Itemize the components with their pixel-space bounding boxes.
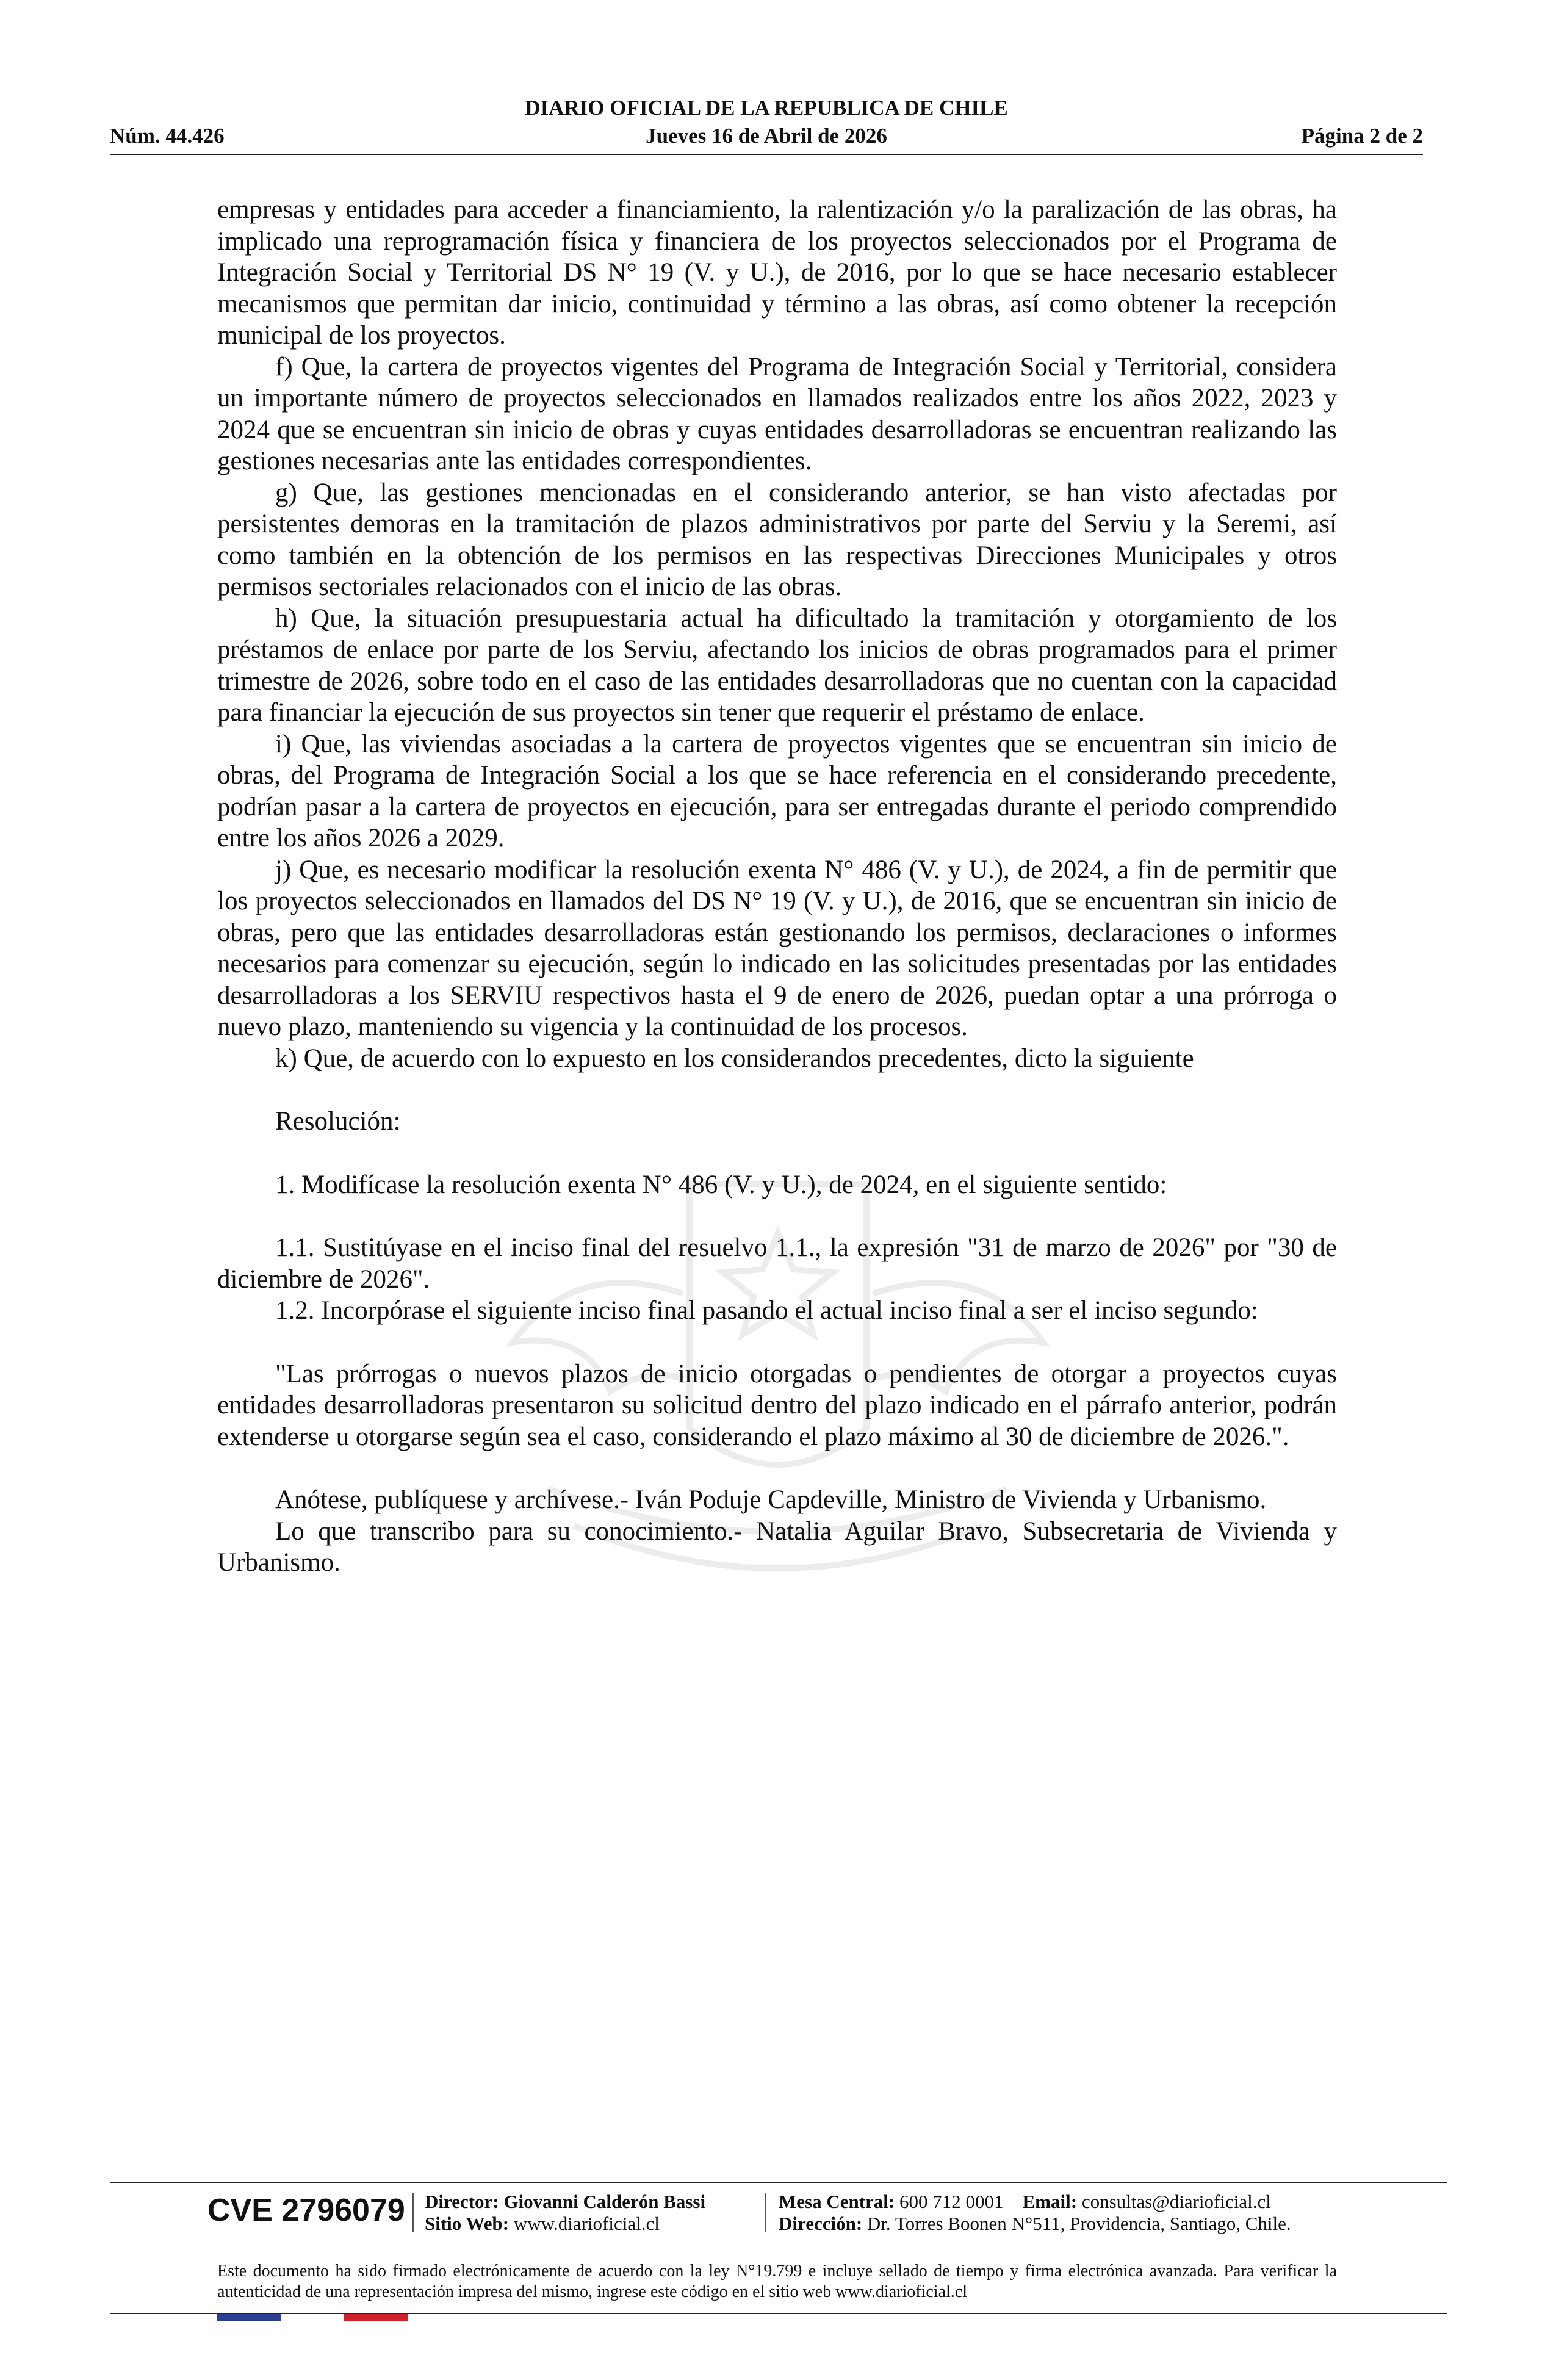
paragraph-continuation: empresas y entidades para acceder a financiamiento, la ralentización y/o la paralización de las obras, ha implicado una reprogramación física y financiera de los proyectos seleccionados por el Programa de Integración Social y Territorial DS N° 19 (V. y U.), de 2016, por lo que se hace necesario establecer mecanismos que permitan dar inicio, continuidad y término a las obras, así como obtener la recepción municipal de los proyectos. <box>217 195 1337 350</box>
cve-code: CVE 2796079 <box>207 2193 405 2228</box>
paragraph-considerando-i: i) Que, las viviendas asociadas a la cartera de proyectos vigentes que se encuentran sin inicio de obras, del Programa de Integración Social a los que se hace referencia en el considerando precedente, podrían pasar a la cartera de proyectos en ejecución, para ser entregadas durante el periodo comprendido entre los años 2026 a 2029. <box>217 729 1337 853</box>
footer-divider-top <box>110 2182 1447 2183</box>
paragraph-considerando-h: h) Que, la situación presupuestaria actual ha dificultado la tramitación y otorgamiento de los préstamos de enlace por parte de los Serviu, afectando los inicios de obras programados para el primer trimestre de 2026, sobre todo en el caso de las entidades desarrolladoras que no cuentan con la capacidad para financiar la ejecución de sus proyectos sin tener que requerir el préstamo de enlace. <box>217 604 1337 727</box>
signature-minister: Anótese, publíquese y archívese.- Iván Poduje Capdeville, Ministro de Vivienda y Urbanismo. <box>275 1485 1267 1514</box>
site-link[interactable]: www.diarioficial.cl <box>513 2213 660 2234</box>
resolution-item-1: 1. Modifícase la resolución exenta N° 486 (V. y U.), de 2024, en el siguiente sentido: <box>275 1170 1167 1199</box>
director-label: Director: <box>425 2191 499 2212</box>
paragraph-considerando-g: g) Que, las gestiones mencionadas en el considerando anterior, se han visto afectadas por persistentes demoras en la tramitación de plazos administrativos por parte del Serviu y la Seremi, así como también en la obtención de los permisos en las respectivas Direcciones Municipales y otros permisos sectoriales relacionados con el inicio de las obras. <box>217 478 1337 601</box>
email-label: Email: <box>1022 2191 1078 2212</box>
flag-stripe-red <box>344 2314 408 2321</box>
address-label: Dirección: <box>779 2213 863 2234</box>
flag-stripe <box>217 2314 408 2321</box>
mesa-phone: 600 712 0001 <box>899 2191 1004 2212</box>
director-name: Giovanni Calderón Bassi <box>503 2191 706 2212</box>
issue-number: Núm. 44.426 <box>110 124 225 148</box>
quoted-new-clause: "Las prórrogas o nuevos plazos de inicio otorgadas o pendientes de otorgar a proyectos cuyas entidades desarrolladoras presentaron su solicitud dentro del plazo indicado en el párrafo anterior, podrán extenderse u otorgarse según sea el caso, considerando el plazo máximo al 30 de diciembre de 2026.". <box>217 1359 1337 1451</box>
address-value: Dr. Torres Boonen N°511, Providencia, Santiago, Chile. <box>866 2213 1291 2234</box>
footer-contact-block <box>779 2191 1291 2235</box>
paragraph-considerando-k: k) Que, de acuerdo con lo expuesto en los considerandos precedentes, dicto la siguiente <box>275 1044 1194 1073</box>
signature-subsecretary: Lo que transcribo para su conocimiento.- Natalia Aguilar Bravo, Subsecretaria de Vivienda y Urbanismo. <box>217 1516 1337 1577</box>
flag-stripe-blue <box>217 2314 281 2321</box>
footer-separator <box>765 2193 766 2232</box>
paragraph-considerando-f: f) Que, la cartera de proyectos vigentes del Programa de Integración Social y Territorial, considera un importante número de proyectos seleccionados en llamados realizados entre los años 2022, 2023 y 2024 que se encuentran sin inicio de obras y cuyas entidades desarrolladoras se encuentran realizando las gestiones necesarias ante las entidades correspondientes. <box>217 352 1337 475</box>
site-label: Sitio Web: <box>425 2213 510 2234</box>
footer-separator <box>412 2193 414 2232</box>
page-indicator: Página 2 de 2 <box>1301 124 1423 148</box>
page-header <box>110 95 1423 151</box>
publication-title: DIARIO OFICIAL DE LA REPUBLICA DE CHILE <box>525 96 1008 120</box>
resolution-item-1-1: 1.1. Sustitúyase en el inciso final del resuelvo 1.1., la expresión "31 de marzo de 2026" por "30 de diciembre de 2026". <box>217 1233 1337 1294</box>
resolution-body <box>217 194 1337 1579</box>
email-link[interactable]: consultas@diarioficial.cl <box>1081 2191 1271 2212</box>
mesa-label: Mesa Central: <box>779 2191 895 2212</box>
resolution-heading: Resolución: <box>275 1107 401 1136</box>
electronic-signature-notice: Este documento ha sido firmado electrónicamente de acuerdo con la ley N°19.799 e incluye sellado de tiempo y firma electrónica avanzada. Para verificar la autenticidad de una representación impresa del mismo, ingrese este código en el sitio web www.diarioficial.cl <box>217 2262 1337 2301</box>
paragraph-considerando-j: j) Que, es necesario modificar la resolución exenta N° 486 (V. y U.), de 2024, a fin de permitir que los proyectos seleccionados en llamados del DS N° 19 (V. y U.), de 2016, que se encuentran sin inicio de obras, pero que las entidades desarrolladoras están gestionando los permisos, declaraciones o informes necesarios para comenzar su ejecución, según lo indicado en las solicitudes presentadas por las entidades desarrolladoras a los SERVIU respectivos hasta el 9 de enero de 2026, puedan optar a una prórroga o nuevo plazo, manteniendo su vigencia y la continuidad de los procesos. <box>217 855 1337 1041</box>
flag-stripe-white <box>281 2314 344 2321</box>
resolution-item-1-2: 1.2. Incorpórase el siguiente inciso final pasando el actual inciso final a ser el inciso segundo: <box>275 1296 1258 1325</box>
issue-date: Jueves 16 de Abril de 2026 <box>646 124 887 148</box>
footer-director-block <box>425 2191 705 2235</box>
header-divider <box>110 154 1423 155</box>
